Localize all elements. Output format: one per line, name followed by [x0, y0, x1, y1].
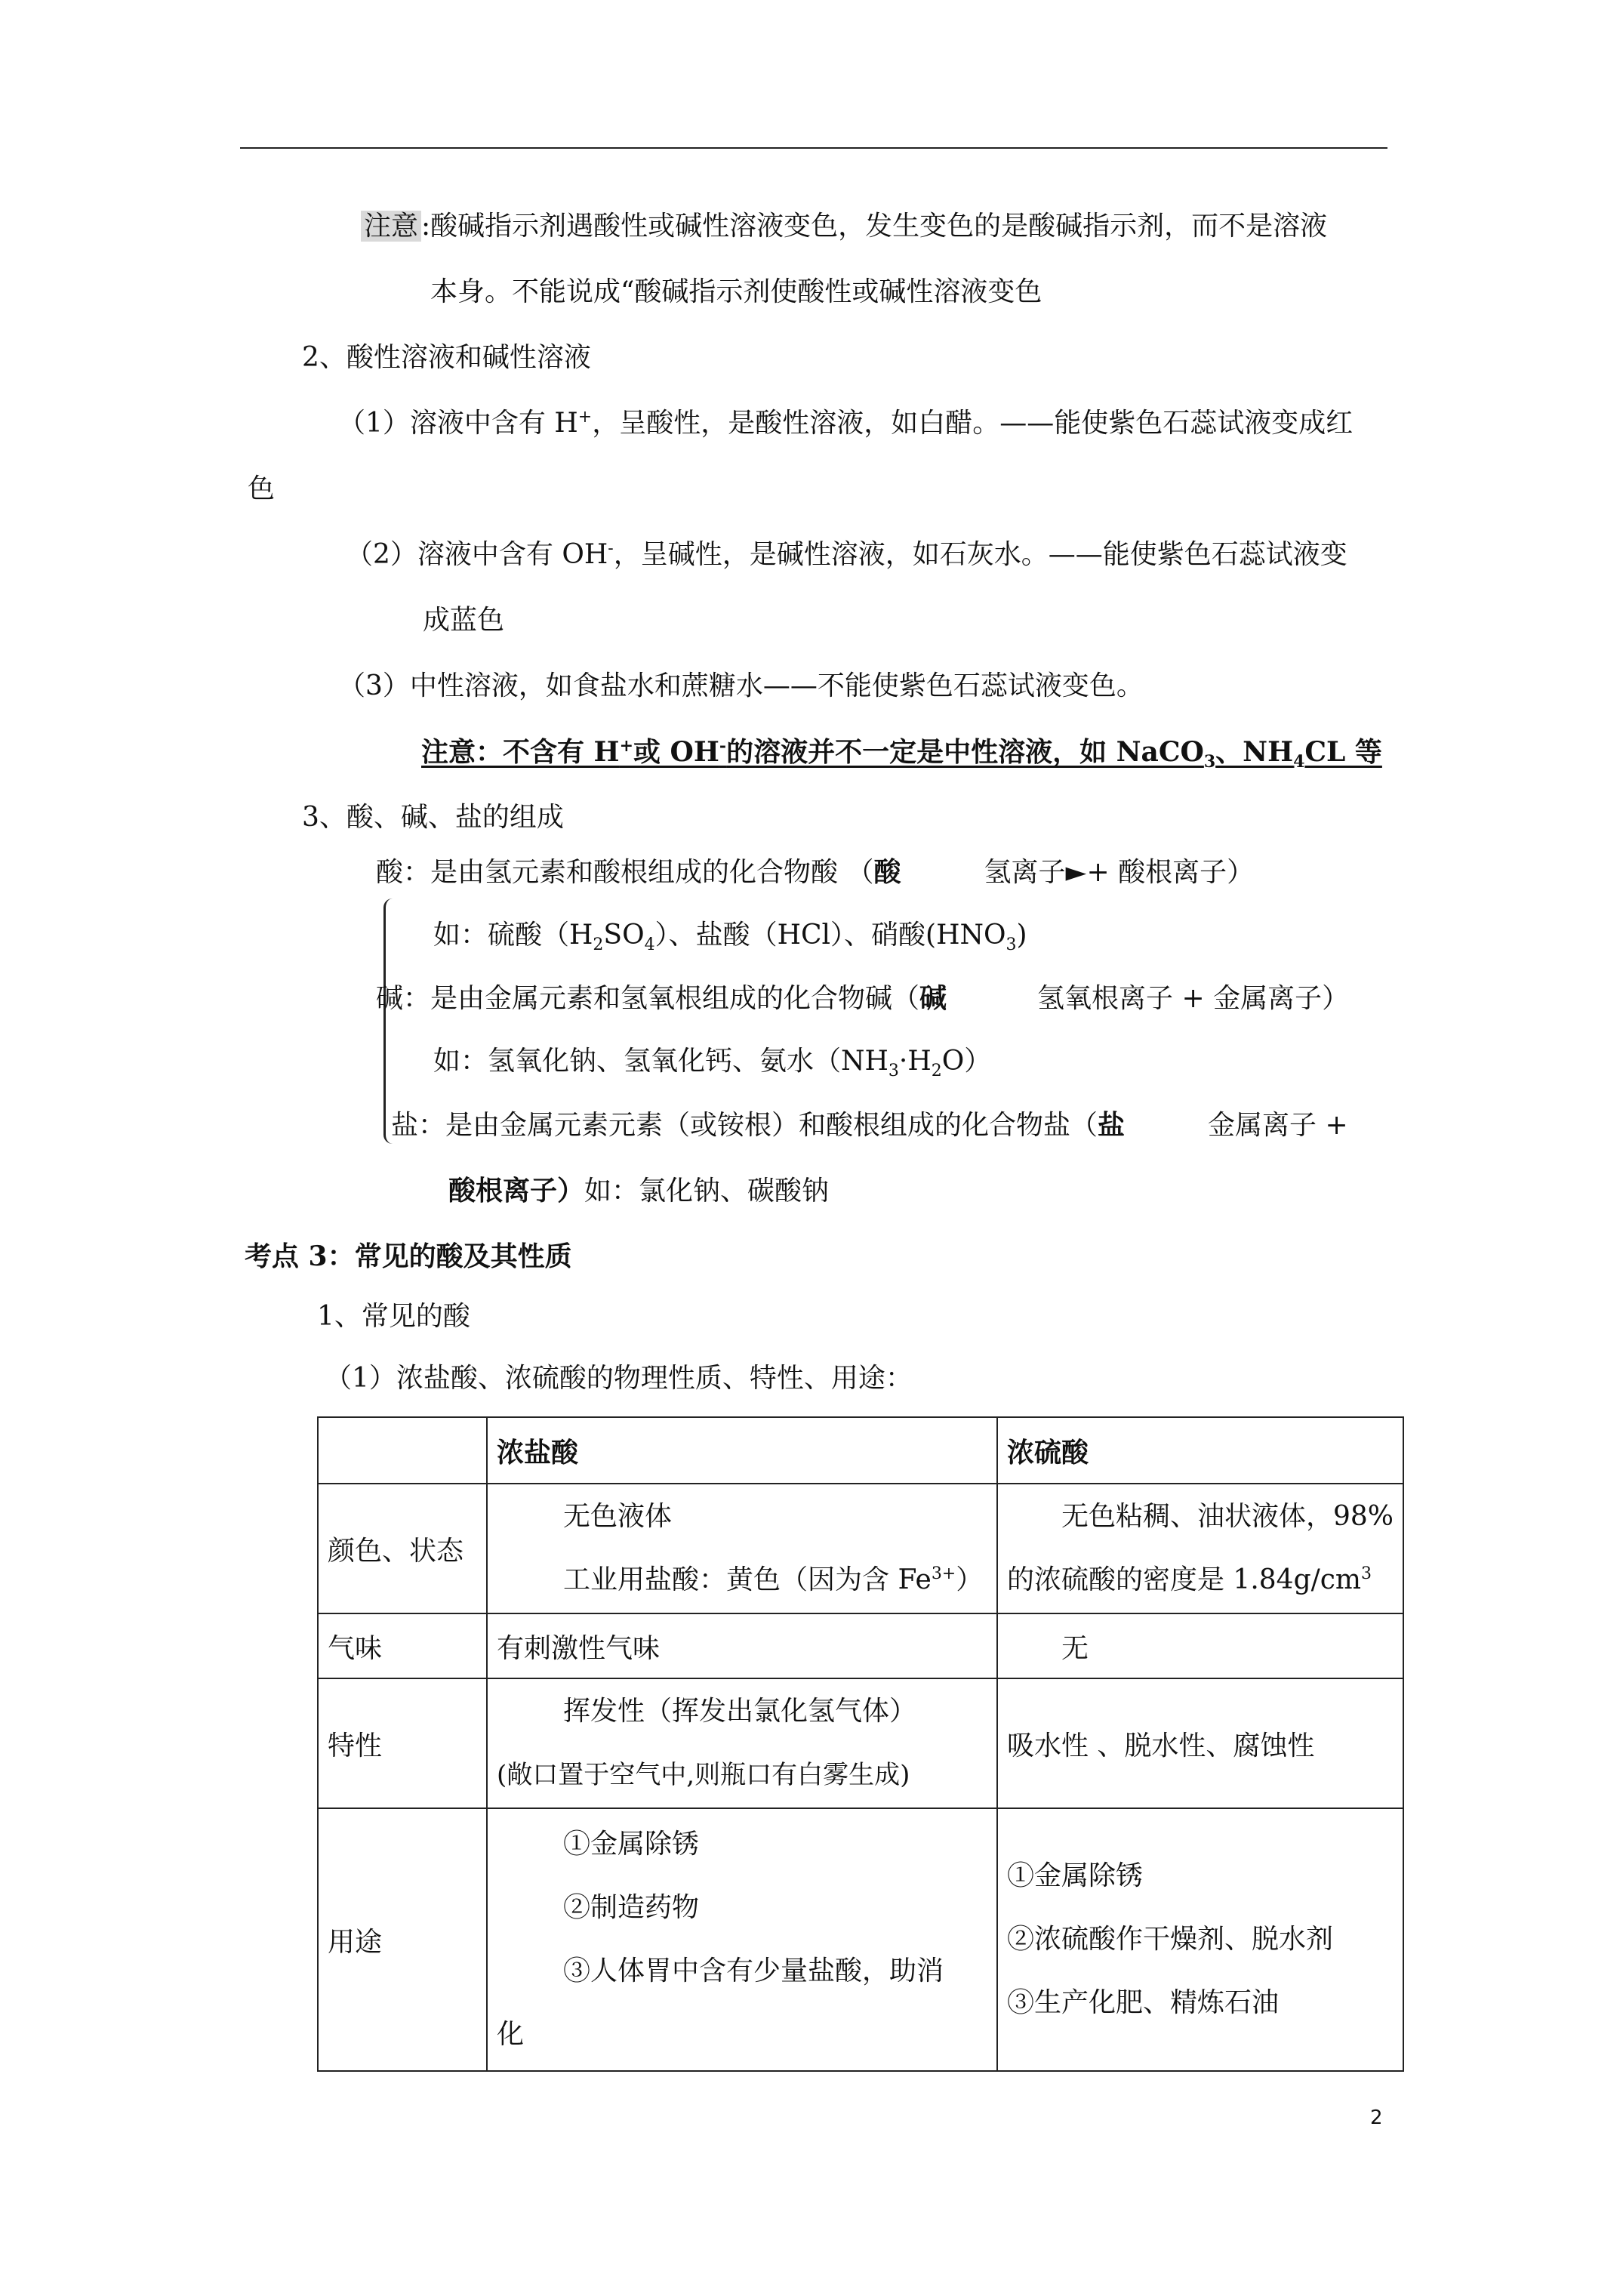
- acid-word: 酸: [873, 856, 901, 888]
- item-2-text-a: （2）溶液中含有 OH: [346, 539, 608, 570]
- table-cell: 吸水性 、脱水性、腐蚀性: [997, 1678, 1403, 1808]
- salt-examples: [448, 1174, 829, 1208]
- section-2-title: 2、酸性溶液和碱性溶液: [302, 342, 591, 373]
- composition-brace: [383, 898, 404, 1144]
- note-line-1: [361, 210, 1327, 243]
- acid-ex-d: ): [1016, 920, 1027, 951]
- item-2-text-b: ，呈碱性，是碱性溶液，如石灰水。——能使紫色石蕊试液变: [613, 539, 1347, 570]
- kaodian-3-title: 考点 3：常见的酸及其性质: [245, 1240, 572, 1272]
- h2so4-color-1: 无色粘稠、油状液体，98%: [1061, 1501, 1394, 1532]
- header-rule: [240, 147, 1387, 149]
- salt-word: 盐: [1098, 1109, 1126, 1141]
- note2-c: 的溶液并不一定是中性溶液，如 NaCO: [726, 736, 1204, 768]
- base-ex-sub-1: 3: [888, 1062, 899, 1081]
- acid-ion-2: + 酸根离子）: [1086, 857, 1255, 888]
- table-header-cell: 浓硫酸: [997, 1417, 1403, 1484]
- hcl-color-2: [497, 1549, 987, 1612]
- acid-ex-b: SO: [603, 920, 645, 951]
- acid-examples: [433, 919, 1027, 955]
- table-row: [318, 1808, 1403, 2071]
- acid-ex-sub-3: 3: [1006, 935, 1017, 955]
- base-def-text: 碱：是由金属元素和氢氧根组成的化合物碱（: [376, 983, 920, 1014]
- note-label: 注意: [361, 211, 421, 242]
- kaodian-3-sub-1-1: （1）浓盐酸、浓硫酸的物理性质、特性、用途：: [325, 1363, 913, 1394]
- base-ex-sub-2: 2: [931, 1062, 942, 1081]
- hcl-color-1: 无色液体: [563, 1501, 673, 1532]
- hcl-color-2sup: 3+: [931, 1564, 956, 1583]
- h2so4-color-2: [1007, 1549, 1394, 1612]
- base-ions: 氢氧根离子 + 金属离子）: [1037, 983, 1350, 1014]
- section-2-item-3: （3）中性溶液，如食盐水和蔗糖水——不能使紫色石蕊试液变色。: [338, 670, 1144, 701]
- note2-sup-2: -: [719, 736, 727, 756]
- acid-def-text: 酸：是由氢元素和酸根组成的化合物酸 （: [376, 857, 874, 888]
- base-definition: [376, 982, 1349, 1015]
- acid-ex-c: ）、盐酸（HCl）、硝酸(HNO: [654, 920, 1006, 951]
- table-header-cell: 浓盐酸: [487, 1417, 997, 1484]
- table-cell: [487, 1678, 997, 1808]
- item-2-sup: -: [608, 539, 614, 558]
- hcl-prop-1: 挥发性（挥发出氯化氢气体）: [563, 1696, 917, 1727]
- table-header-row: [318, 1417, 1403, 1484]
- base-ex-a: 如：氢氧化钠、氢氧化钙、氨水（NH: [433, 1046, 888, 1077]
- salt-def-text: 盐：是由金属元素元素（或铵根）和酸根组成的化合物盐（: [391, 1110, 1098, 1141]
- hcl-use-1: ①金属除锈: [563, 1829, 700, 1860]
- salt-ex: 如：氯化钠、碳酸钠: [584, 1176, 830, 1207]
- base-ex-c: O）: [941, 1046, 992, 1077]
- acid-ex-a: 如：硫酸（H: [433, 920, 593, 951]
- acid-definition: [376, 855, 1254, 889]
- row-label: 用途: [318, 1808, 487, 2071]
- h2so4-color-2sup: 3: [1361, 1564, 1372, 1583]
- table-cell: [487, 1808, 997, 2071]
- page-number: 2: [1370, 2106, 1383, 2129]
- h2so4-color-2a: 的浓硫酸的密度是 1.84g/cm: [1006, 1564, 1362, 1595]
- acid-ion-1: 氢离子: [984, 857, 1066, 888]
- row-label: 特性: [318, 1678, 487, 1808]
- section-2-note: [421, 735, 1382, 772]
- item-1-sup: +: [577, 408, 593, 427]
- note2-sub-2: 4: [1293, 752, 1305, 772]
- table-cell: [997, 1484, 1403, 1613]
- note2-e: CL 等: [1304, 736, 1382, 768]
- acid-properties-table: [317, 1416, 1404, 2072]
- note2-a: 注意：不含有 H: [421, 736, 620, 768]
- h2so4-use-1: ①金属除锈: [1006, 1860, 1143, 1891]
- section-2-item-1-wrap: 色: [248, 473, 276, 504]
- row-label: 颜色、状态: [318, 1484, 487, 1613]
- table-cell: [997, 1808, 1403, 2071]
- h2so4-use-3: ③生产化肥、精炼石油: [1006, 1987, 1279, 2018]
- salt-ions: 金属离子 +: [1208, 1110, 1348, 1141]
- arrow-icon: ►: [1065, 857, 1087, 888]
- note2-d: 、NH: [1215, 736, 1294, 768]
- base-ex-b: ·H: [898, 1046, 932, 1077]
- section-2-item-2: [346, 538, 1347, 572]
- hcl-color-2b: ）: [956, 1564, 984, 1595]
- table-cell: [487, 1484, 997, 1613]
- note2-b: 或 OH: [633, 736, 719, 768]
- hcl-color-2a: 工业用盐酸：黄色（因为含 Fe: [563, 1564, 932, 1595]
- table-cell: 有刺激性气味: [487, 1613, 997, 1678]
- item-1-text-b: ，呈酸性，是酸性溶液，如白醋。——能使紫色石蕊试液变成红: [592, 408, 1354, 439]
- table-row: [318, 1678, 1403, 1808]
- h2so4-use-2: ②浓硫酸作干燥剂、脱水剂: [1006, 1924, 1333, 1955]
- section-3-title: 3、酸、碱、盐的组成: [302, 802, 564, 833]
- salt-acid-root: 酸根离子）: [448, 1175, 585, 1207]
- acid-ex-sub-1: 2: [593, 935, 604, 955]
- base-word: 碱: [919, 982, 947, 1014]
- section-2-item-1: [338, 407, 1353, 440]
- hcl-prop-2: (敞口置于空气中,则瓶口有白雾生成): [497, 1760, 910, 1790]
- section-2-item-2-wrap: 成蓝色: [423, 605, 505, 636]
- note2-sub-1: 3: [1203, 752, 1216, 772]
- table-row: [318, 1613, 1403, 1678]
- table-cell: 无: [997, 1613, 1403, 1678]
- note-text-1: :酸碱指示剂遇酸性或碱性溶液变色，发生变色的是酸碱指示剂，而不是溶液: [421, 211, 1328, 242]
- hcl-use-2: ②制造药物: [563, 1892, 700, 1923]
- row-label: 气味: [318, 1613, 487, 1678]
- kaodian-3-sub-1: 1、常见的酸: [317, 1301, 470, 1332]
- hcl-use-3-wrap: 化: [497, 2019, 525, 2050]
- salt-definition: [391, 1108, 1348, 1142]
- hcl-use-3: ③人体胃中含有少量盐酸，助消: [563, 1955, 944, 1986]
- item-1-text-a: （1）溶液中含有 H: [338, 408, 578, 439]
- table-row: [318, 1484, 1403, 1613]
- note2-sup-1: +: [619, 736, 633, 756]
- note-line-2: 本身。不能说成“酸碱指示剂使酸性或碱性溶液变色: [430, 276, 1042, 307]
- acid-ex-sub-2: 4: [644, 935, 655, 955]
- table-header-cell: [318, 1417, 487, 1484]
- base-examples: [433, 1045, 992, 1081]
